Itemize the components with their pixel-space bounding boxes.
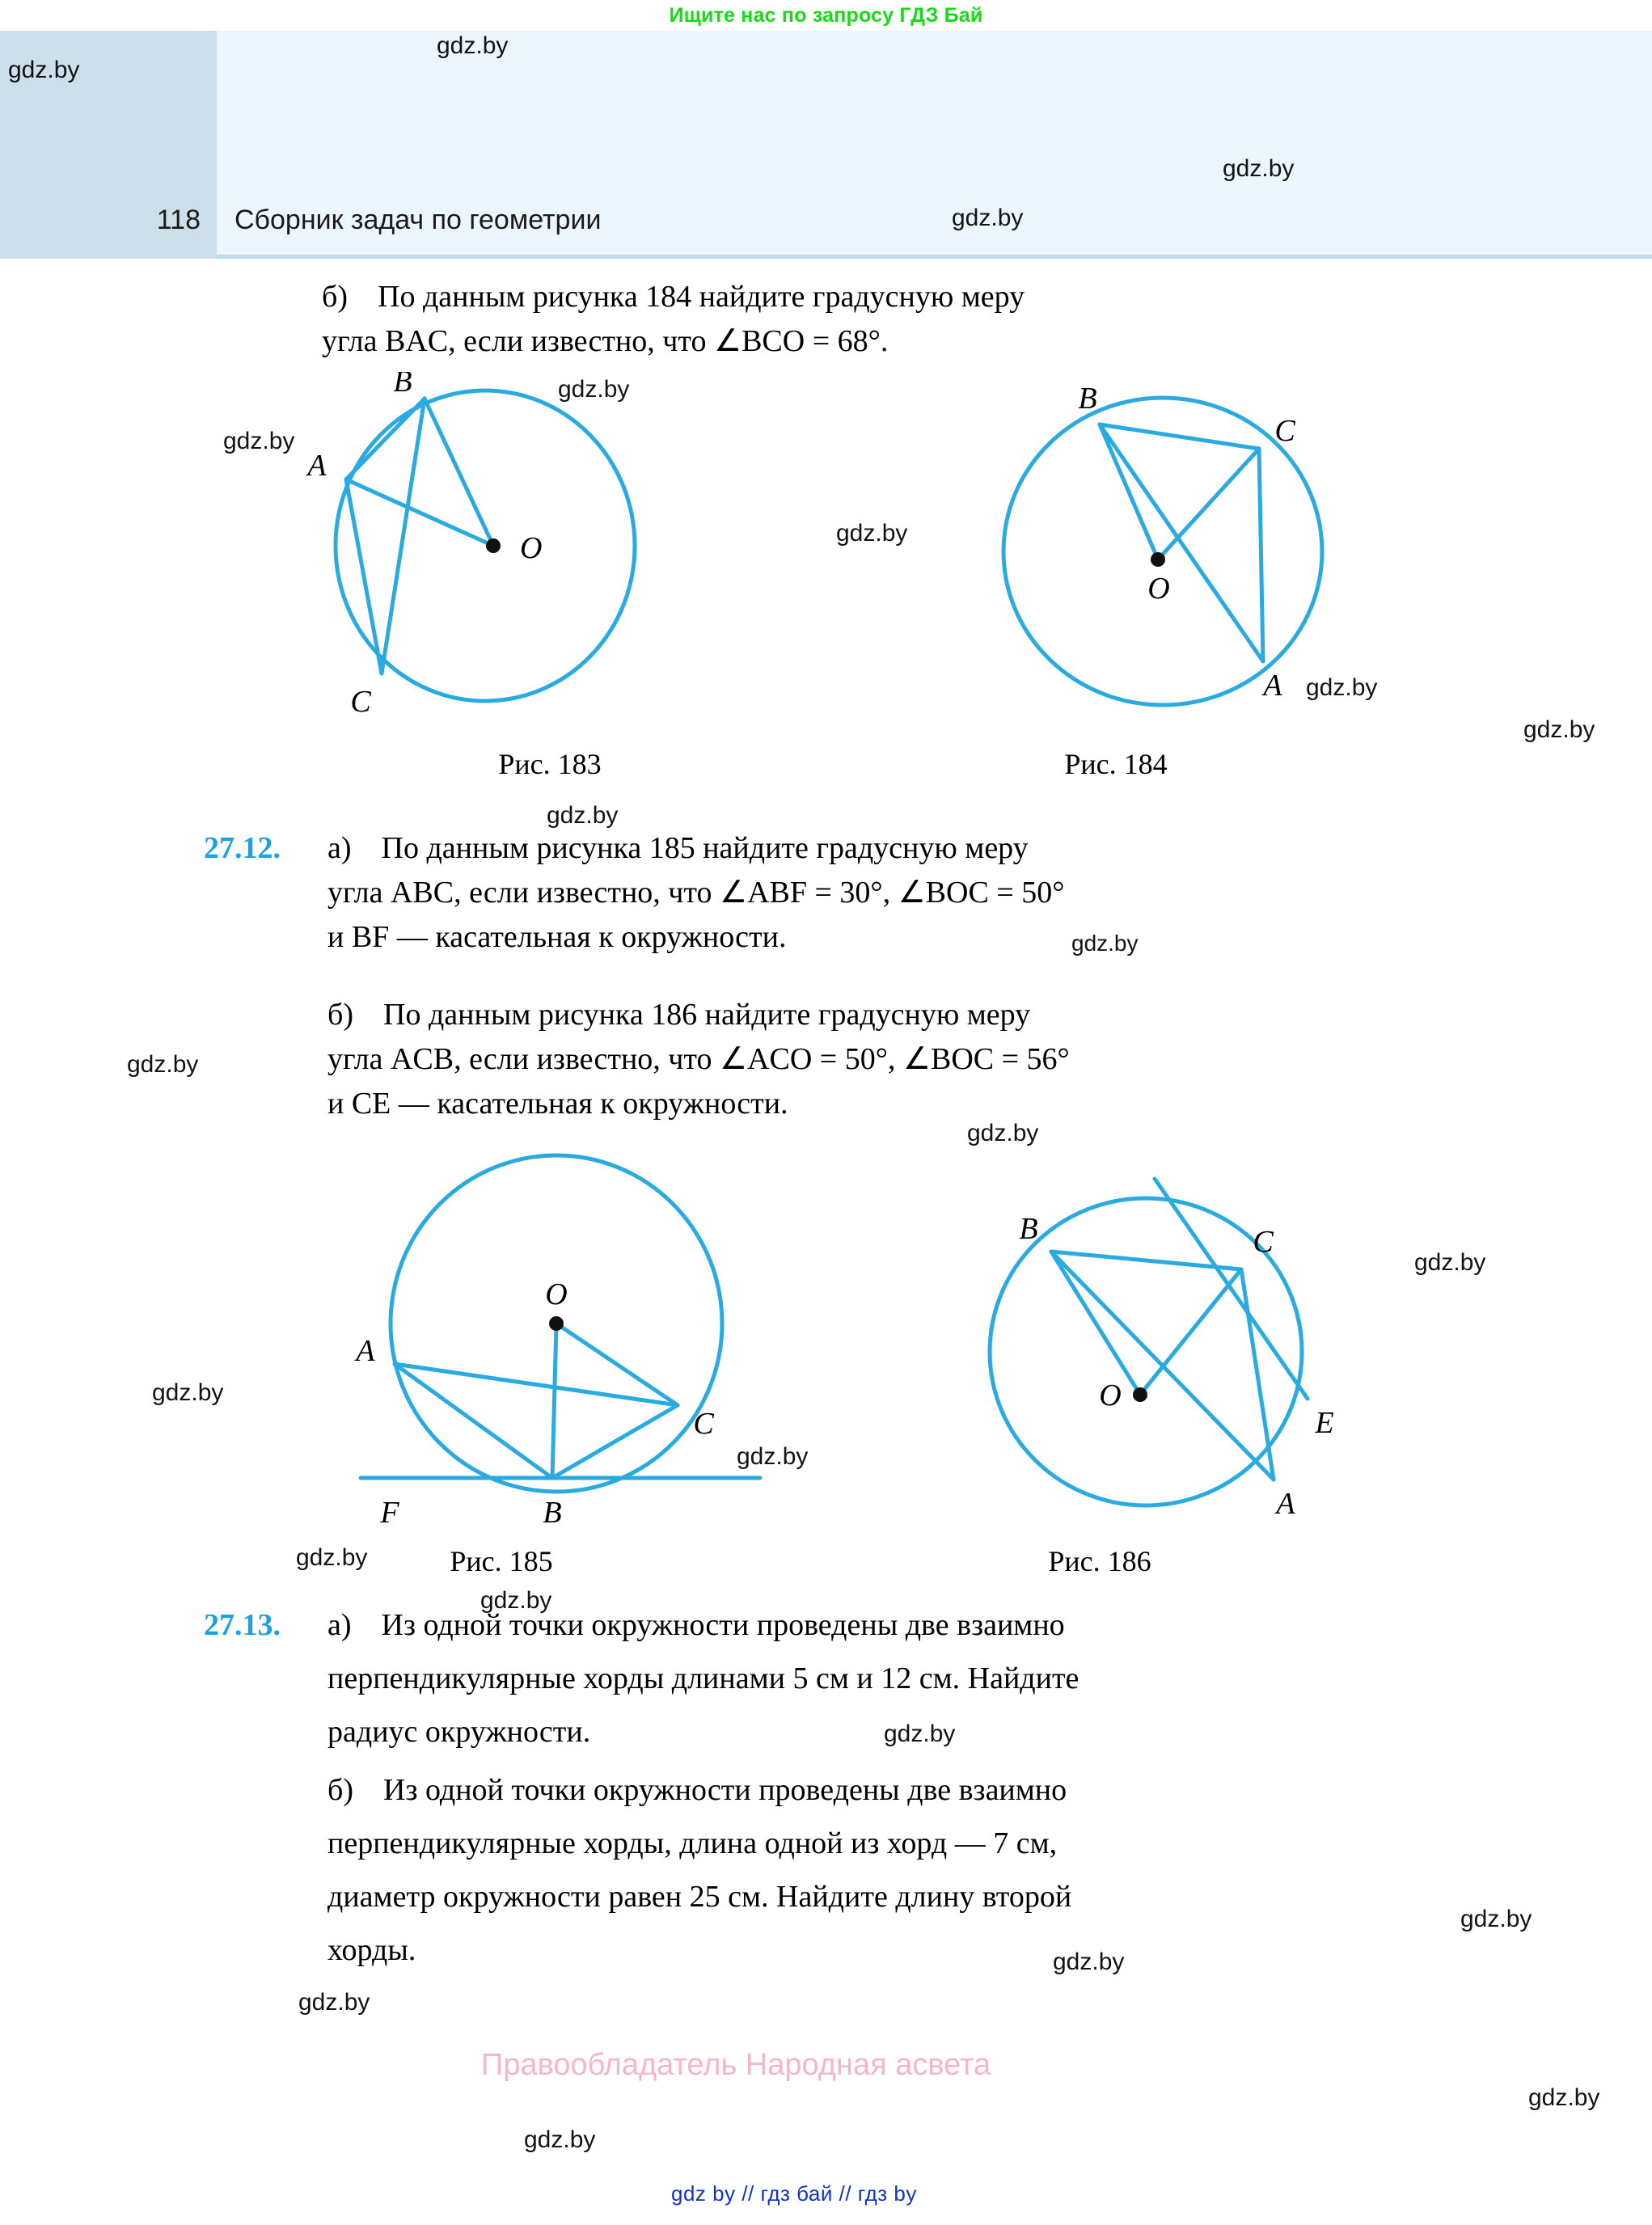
watermark: gdz.by [524,2126,596,2153]
watermark: gdz.by [952,205,1024,231]
running-head-title: Сборник задач по геометрии [234,205,602,235]
watermark: gdz.by [967,1120,1039,1146]
point-label-F: F [380,1496,399,1530]
watermark: gdz.by [547,802,619,829]
watermark: gdz.by [884,1720,956,1747]
point-label-A: A [356,1334,375,1368]
watermark: gdz.by [437,32,509,59]
watermark: gdz.by [298,1989,370,2016]
paragraph-text: и CE — касательная к окружности. [327,1087,788,1121]
point-label-O: O [520,531,543,565]
figure-186-caption: Рис. 186 [1048,1545,1151,1577]
paragraph-text: хорды. [327,1933,416,1967]
paragraph-text: диаметр окружности равен 25 см. Найдите длину второй [327,1880,1072,1914]
watermark: gdz.by [223,428,295,454]
point-label-O: O [545,1277,568,1311]
point-label-B: B [543,1496,562,1530]
point-label-E: E [1315,1406,1334,1440]
paragraph-text: угла BAC, если известно, что ∠BCO = 68°. [322,324,889,358]
watermark: gdz.by [1460,1906,1532,1932]
paragraph-text: угла ABC, если известно, что ∠ABF = 30°, ∠BOC = 50° [327,876,1065,910]
copyright-notice: Правообладатель Народная асвета [481,2048,991,2082]
point-label-C: C [350,685,371,719]
paragraph-text: По данным рисунка 186 найдите градусную меру [383,998,1031,1032]
paragraph-text: радиус окружности. [327,1715,591,1749]
point-label-A: A [1276,1487,1295,1521]
point-label-O: O [1099,1378,1122,1412]
point-label-O: O [1147,572,1170,606]
watermark: gdz.by [480,1587,552,1614]
paragraph-text: По данным рисунка 184 найдите градусную меру [378,280,1025,314]
part-label-a: а) [327,831,352,865]
watermark: gdz.by [1053,1948,1125,1975]
footer-link[interactable]: gdz by // гдз бай // гдз by [671,2181,917,2206]
figure-184-caption: Рис. 184 [1064,748,1168,780]
point-label-A: A [307,449,327,483]
figure-185-caption: Рис. 185 [450,1545,553,1577]
figure-183-caption: Рис. 183 [498,748,602,780]
paragraph-text: Из одной точки окружности проведены две взаимно [381,1608,1065,1642]
watermark: gdz.by [558,376,630,403]
point-label-B: B [393,372,412,399]
exercise-number-27-13: 27.13. [204,1608,281,1642]
exercise-number-27-12: 27.12. [204,831,281,865]
watermark: gdz.by [296,1544,368,1571]
part-label-a: а) [327,1608,352,1642]
watermark: gdz.by [152,1379,224,1406]
point-label-B: B [1019,1212,1038,1246]
watermark: gdz.by [1306,674,1378,701]
watermark: gdz.by [1414,1249,1486,1276]
page-number: 118 [156,205,201,235]
paragraph-text: и BF — касательная к окружности. [327,920,787,954]
watermark: gdz.by [1523,716,1595,743]
promo-text: Ищите нас по запросу ГДЗ Бай [669,3,983,27]
point-label-C: C [693,1407,714,1441]
paragraph-text: угла ACB, если известно, что ∠ACO = 50°, ∠BOC = 56° [327,1042,1070,1076]
paragraph-text: перпендикулярные хорды длинами 5 см и 12 см. Найдите [327,1661,1080,1695]
part-label-b: б) [327,1773,353,1807]
part-label-b: б) [327,998,353,1032]
watermark: gdz.by [1528,2084,1600,2111]
watermark: gdz.by [836,520,908,547]
watermark: gdz.by [127,1051,199,1078]
point-label-C: C [1274,414,1295,448]
watermark: gdz.by [8,57,80,83]
point-label-A: A [1263,669,1282,703]
paragraph-text: перпендикулярные хорды, длина одной из хорд — 7 см, [327,1826,1058,1860]
watermark: gdz.by [1223,155,1295,182]
paragraph-text: По данным рисунка 185 найдите градусную меру [381,831,1029,865]
watermark: gdz.by [737,1443,809,1470]
point-label-B: B [1078,382,1097,416]
point-label-C: C [1253,1225,1274,1259]
paragraph-text: Из одной точки окружности проведены две взаимно [383,1773,1067,1807]
watermark: gdz.by [1071,931,1139,956]
part-label-b: б) [322,280,348,314]
